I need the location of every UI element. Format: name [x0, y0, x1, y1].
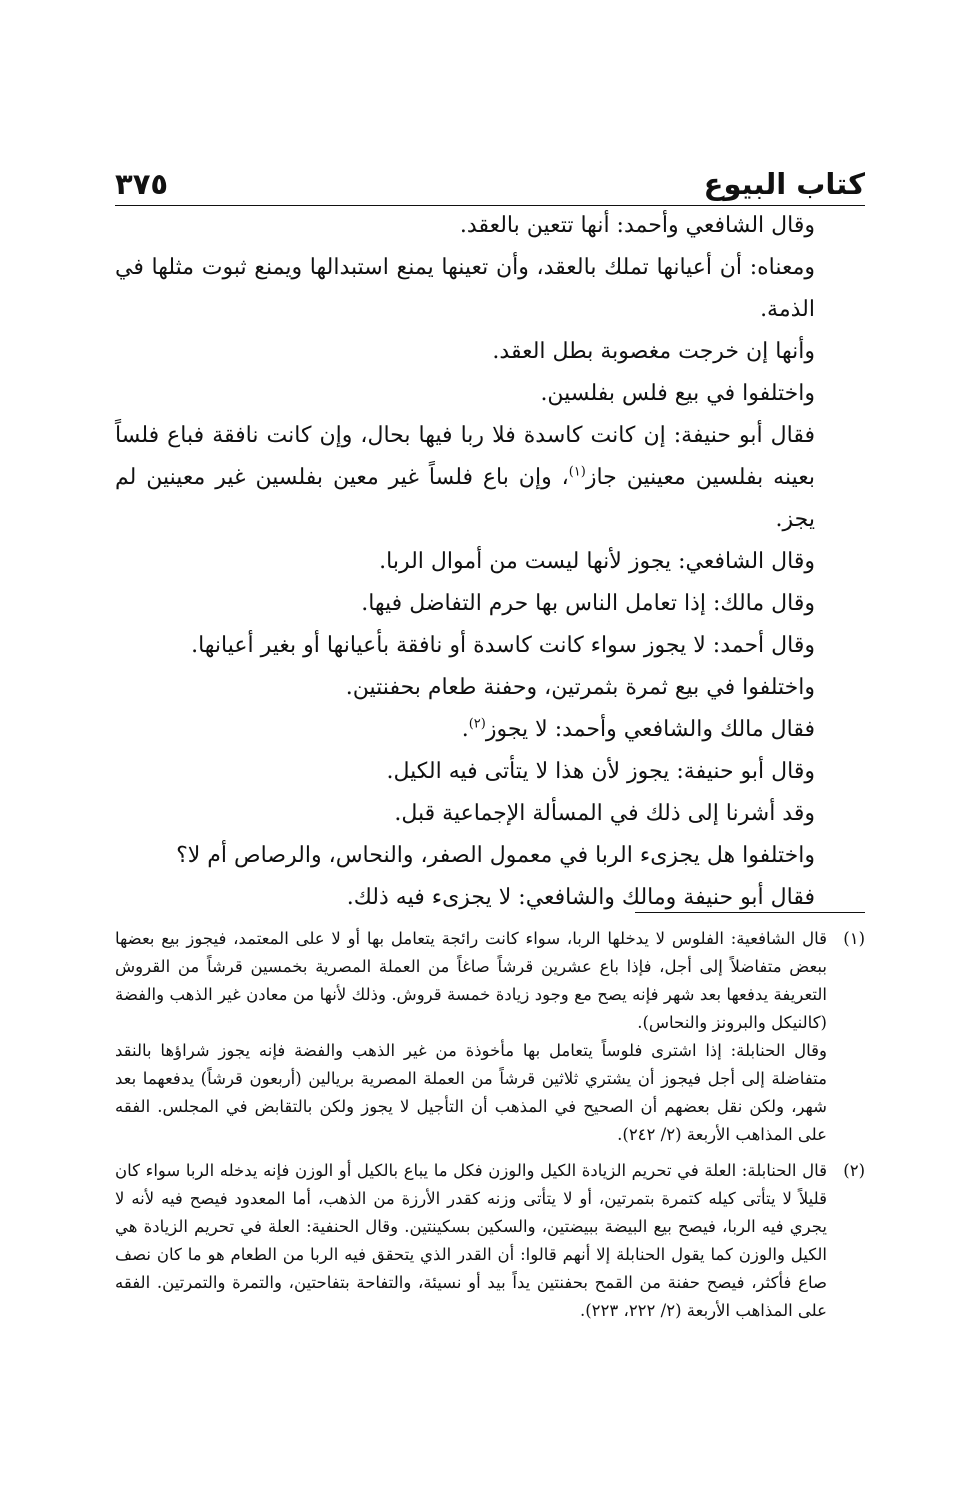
paragraph-text: فقال مالك والشافعي وأحمد: لا يجوز	[485, 717, 815, 742]
running-header	[115, 153, 865, 206]
paragraph: وقال أحمد: لا يجوز سواء كانت كاسدة أو نافقة بأعيانها أو بغير أعيانها.	[191, 633, 815, 658]
footnote-body	[115, 925, 827, 1149]
paragraph: وقال الشافعي وأحمد: أنها تتعين بالعقد.	[459, 213, 815, 238]
footnote-paragraph: قال الحنابلة: العلة في تحريم الزيادة الكيل والوزن فكل ما يباع بالكيل أو الوزن فإنه يدخله الربا سواء كان قليلاً لا يتأتى كيله كتمرة بتمرتين، أو لا يتأتى وزنه كقدر الأرزة من الذهب، أما المعدود فيصح فيه لأنه لا يجري فيه الربا، فيصح بيع البيضة ببيضتين، والسكين بسكينتين. وقال الحنفية: العلة في تحريم الزيادة هي الكيل والوزن كما يقول الحنابلة إلا أنهم قالوا: أن القدر الذي يتحقق فيه الربا من الطعام هو ما كان نصف صاع فأكثر، فيصح حفنة من القمح بحفنتين يداً بيد أو نسيئة، والتفاحة بتفاحتين، والتمرة والتمرتين. الفقه على المذاهب الأربعة (٢/ ٢٢٢، ٢٢٣).	[115, 1161, 827, 1320]
paragraph: وقال أبو حنيفة: يجوز لأن هذا لا يتأتى فيه الكيل.	[386, 759, 815, 784]
main-text	[115, 205, 865, 919]
book-title: كتاب البيوع	[703, 167, 865, 201]
paragraph: واختلفوا في بيع ثمرة بثمرتين، وحفنة طعام بحفنتين.	[345, 675, 815, 700]
paragraph: وأنها إن خرجت مغصوبة بطل العقد.	[492, 339, 815, 364]
page-number: ٣٧٥	[115, 167, 169, 201]
paragraph: ومعناه: أن أعيانها تملك بالعقد، وأن تعينها يمنع استبدالها ويمنع ثبوت مثلها في الذمة.	[115, 255, 815, 322]
footnote-paragraph: قال الشافعية: الفلوس لا يدخلها الربا، سواء كانت رائجة يتعامل بها أو لا على المعتمد، فيجوز بيع بعضها ببعض متفاضلاً إلى أجل، فإذا باع عشرين قرشاً صاغاً من العملة المصرية بخمسين قرشاً من القروش التعريفة يدفعها بعد شهر فإنه يصح مع وجود زيادة خمسة قروش. وذلك لأنها من معادن غير الذهب والفضة (كالنيكل والبرونز والنحاس).	[115, 929, 827, 1032]
paragraph: وقال مالك: إذا تعامل الناس بها حرم التفاضل فيها.	[361, 591, 815, 616]
paragraph: وقد أشرنا إلى ذلك في المسألة الإجماعية قبل.	[394, 801, 815, 826]
paragraph: واختلفوا في بيع فلس بفلسين.	[540, 381, 815, 406]
paragraph-text: ، وإن باع فلساً غير معين بفلسين غير معينين لم يجز.	[115, 465, 815, 532]
footnote-marker[interactable]: (١)	[568, 464, 586, 480]
footnote-1	[115, 925, 865, 1149]
footnote-number: (٢)	[843, 1161, 865, 1180]
paragraph: فقال أبو حنيفة ومالك والشافعي: لا يجزىء فيه ذلك.	[346, 885, 815, 910]
footnote-2	[115, 1157, 865, 1325]
paragraph: وقال الشافعي: يجوز لأنها ليست من أموال الربا.	[379, 549, 815, 574]
paragraph	[115, 415, 865, 541]
footnote-divider	[635, 912, 865, 913]
footnote-paragraph: وقال الحنابلة: إذا اشترى فلوساً يتعامل بها مأخوذة من غير الذهب والفضة فإنه يجوز شراؤها بالنقد متفاضلة إلى أجل فيجوز أن يشتري ثلاثين قرشاً من العملة المصرية بريالين (أربعون قرشاً) يدفعهما بعد شهر، ولكن نقل بعضهم أن الصحيح في المذهب أن التأجيل لا يجوز ولكن بالتقابض في المجلس. الفقه على المذاهب الأربعة (٢/ ٢٤٢).	[115, 1041, 827, 1144]
footnotes	[115, 925, 865, 1333]
footnote-number: (١)	[843, 929, 865, 948]
paragraph	[115, 709, 865, 751]
paragraph-text: فقال أبو حنيفة: إن كانت كاسدة فلا ربا فيها بحال، وإن كانت نافقة فباع فلساً بعينه بفلسين معينين جاز	[115, 423, 815, 490]
paragraph: واختلفوا هل يجزىء الربا في معمول الصفر، والنحاس، والرصاص أم لا؟	[176, 843, 815, 868]
paragraph-text: .	[461, 717, 469, 742]
footnote-body	[115, 1157, 827, 1325]
footnote-marker[interactable]: (٢)	[468, 716, 486, 732]
